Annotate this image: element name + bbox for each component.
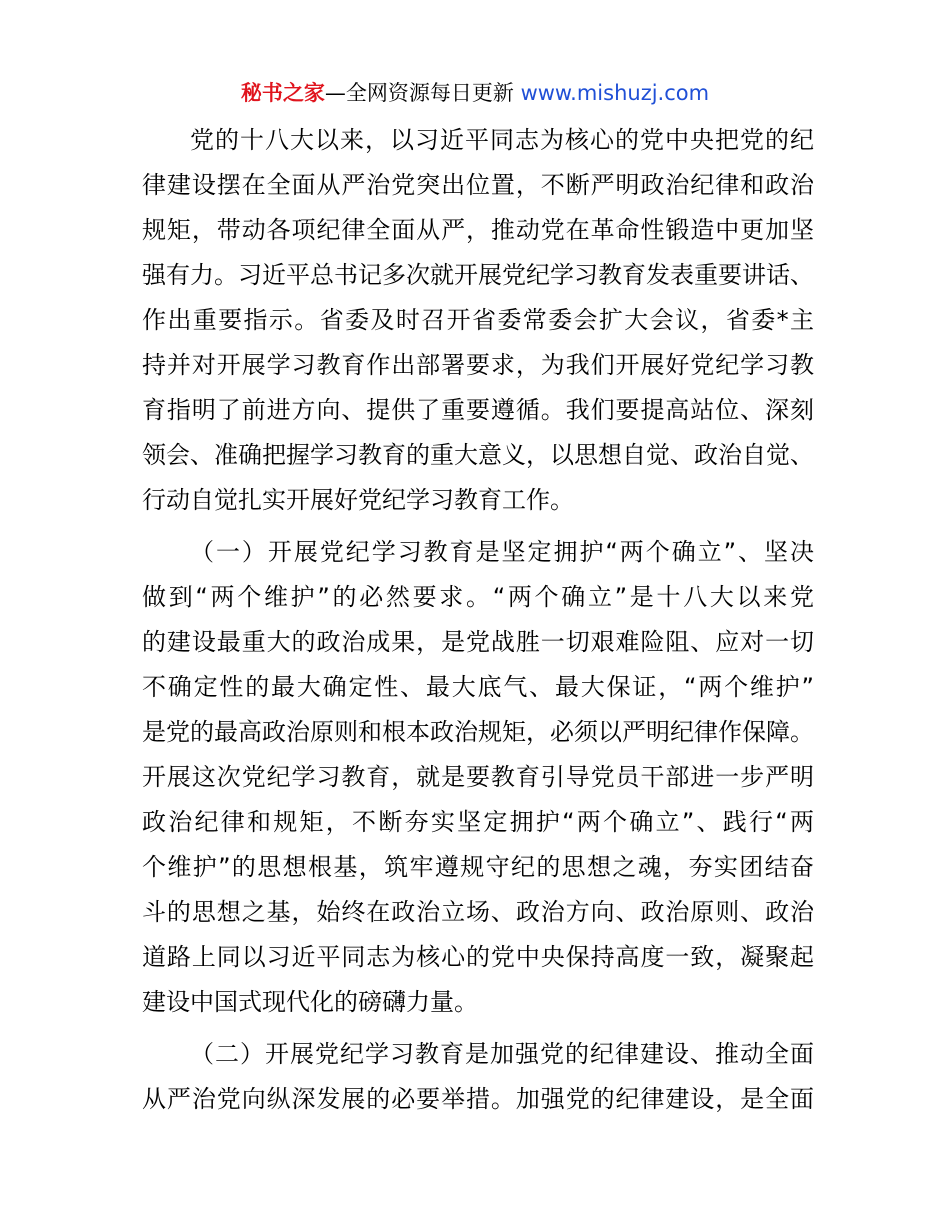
- text-line: 政治纪律和规矩，不断夯实坚定拥护“两个确立”、践行“两: [142, 808, 814, 836]
- text-line: 的建设最重大的政治成果，是党战胜一切艰难险阻、应对一切: [142, 628, 814, 656]
- text-line: 党的十八大以来，以习近平同志为核心的党中央把党的纪: [190, 126, 814, 154]
- text-line: 是党的最高政治原则和根本政治规矩，必须以严明纪律作保障。: [142, 718, 814, 746]
- paragraph-intro: [142, 118, 814, 523]
- text-line: 从严治党向纵深发展的必要举措。加强党的纪律建设，是全面: [142, 1085, 814, 1113]
- brand-name: 秘书之家: [240, 81, 325, 105]
- header-tagline: —全网资源每日更新: [324, 81, 514, 105]
- paragraph-section-1: [142, 530, 814, 1025]
- document-body: [142, 118, 814, 1129]
- text-line: （一）开展党纪学习教育是坚定拥护“两个确立”、坚决: [190, 538, 814, 566]
- text-line: 规矩，带动各项纪律全面从严，推动党在革命性锻造中更加坚: [142, 216, 814, 244]
- text-line: 建设中国式现代化的磅礴力量。: [142, 988, 478, 1016]
- site-url-link[interactable]: www.mishuzj.com: [520, 81, 710, 105]
- text-line: 领会、准确把握学习教育的重大意义，以思想自觉、政治自觉、: [142, 441, 814, 469]
- site-header: [0, 78, 950, 108]
- text-line: 行动自觉扎实开展好党纪学习教育工作。: [142, 486, 574, 514]
- text-line: 强有力。习近平总书记多次就开展党纪学习教育发表重要讲话、: [142, 261, 814, 289]
- text-line: 作出重要指示。省委及时召开省委常委会扩大会议，省委*主: [142, 306, 814, 334]
- text-line: 育指明了前进方向、提供了重要遵循。我们要提高站位、深刻: [142, 396, 814, 424]
- text-line: 持并对开展学习教育作出部署要求，为我们开展好党纪学习教: [142, 351, 814, 379]
- paragraph-section-2: [142, 1032, 814, 1122]
- text-line: 不确定性的最大确定性、最大底气、最大保证，“两个维护”: [142, 673, 814, 701]
- text-line: 做到“两个维护”的必然要求。“两个确立”是十八大以来党: [142, 583, 814, 611]
- text-line: 开展这次党纪学习教育，就是要教育引导党员干部进一步严明: [142, 763, 814, 791]
- text-line: 斗的思想之基，始终在政治立场、政治方向、政治原则、政治: [142, 898, 814, 926]
- text-line: 律建设摆在全面从严治党突出位置，不断严明政治纪律和政治: [142, 171, 814, 199]
- text-line: 个维护”的思想根基，筑牢遵规守纪的思想之魂，夯实团结奋: [142, 853, 814, 881]
- text-line: 道路上同以习近平同志为核心的党中央保持高度一致，凝聚起: [142, 943, 814, 971]
- text-line: （二）开展党纪学习教育是加强党的纪律建设、推动全面: [190, 1040, 814, 1068]
